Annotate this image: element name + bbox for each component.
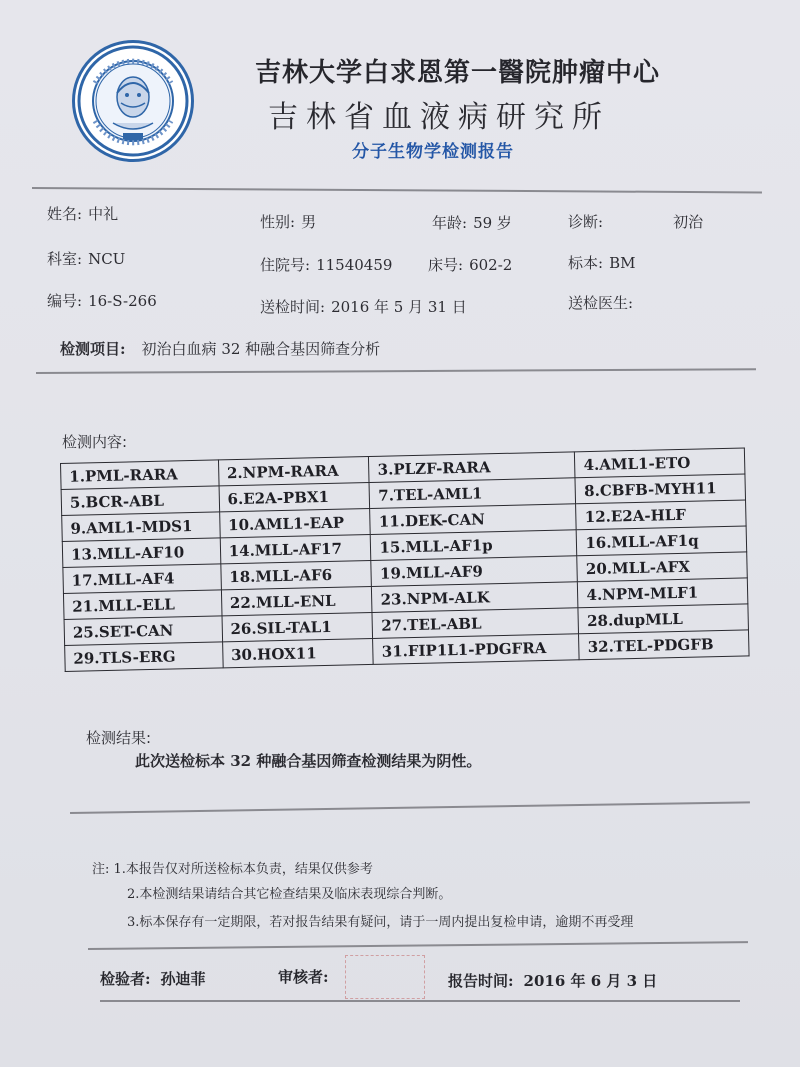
note-line-3: 3.标本保存有一定期限，若对报告结果有疑问，请于一周内提出复检申请，逾期不再受理 — [127, 915, 634, 930]
gene-cell: 18.MLL-AF6 — [221, 560, 372, 589]
gene-cell: 19.MLL-AF9 — [371, 556, 577, 587]
report-title: 分子生物学检测报告 — [352, 142, 514, 162]
sending-doctor-field — [568, 292, 639, 313]
diagnosis-field — [568, 211, 703, 232]
footer-divider — [100, 1000, 740, 1002]
test-result-text: 此次送检标本 32 种融合基因筛查检测结果为阴性。 — [135, 752, 482, 770]
header-divider — [32, 187, 762, 193]
bed-number-label: 床号: — [428, 256, 464, 274]
reviewer-field — [278, 966, 329, 987]
gene-cell: 30.HOX11 — [222, 638, 373, 667]
department-label: 科室: — [47, 250, 83, 268]
gene-cell: 31.FIP1L1-PDGFRA — [373, 634, 579, 665]
note-line-2: 2.本检测结果请结合其它检查结果及临床表现综合判断。 — [127, 887, 452, 902]
gene-cell: 25.SET-CAN — [64, 616, 222, 646]
inpatient-number-field — [260, 254, 392, 275]
gene-cell: 4.NPM-MLF1 — [578, 578, 748, 608]
patient-info-divider — [36, 368, 756, 374]
gene-cell: 9.AML1-MDS1 — [62, 512, 220, 542]
name-label: 姓名: — [47, 205, 83, 223]
gene-cell: 4.AML1-ETO — [575, 448, 745, 478]
test-result-title: 检测结果: — [86, 729, 152, 747]
gene-cell: 14.MLL-AF17 — [220, 534, 371, 563]
sent-date-value: 2016 年 5 月 31 日 — [331, 298, 467, 316]
gene-cell: 32.TEL-PDGFB — [579, 630, 749, 660]
report-date-value: 2016 年 6 月 3 日 — [523, 972, 658, 990]
report-date-field — [448, 970, 657, 991]
report-date-label: 报告时间: — [448, 972, 514, 990]
test-project-value: 初治白血病 32 种融合基因筛查分析 — [141, 340, 381, 358]
sex-label: 性别: — [260, 213, 296, 231]
tester-label: 检验者: — [100, 970, 151, 988]
tester-value: 孙迪菲 — [160, 970, 206, 988]
name-value: 中礼 — [88, 205, 119, 223]
gene-cell: 10.AML1-EAP — [219, 508, 370, 537]
specimen-field — [568, 252, 635, 273]
gene-cell: 12.E2A-HLF — [576, 500, 746, 530]
inpatient-number-label: 住院号: — [260, 256, 311, 274]
report-id-field — [47, 290, 157, 311]
gene-cell: 6.E2A-PBX1 — [219, 482, 370, 511]
report-id-label: 编号: — [47, 292, 83, 310]
gene-cell: 5.BCR-ABL — [61, 486, 219, 516]
hospital-logo-seal — [72, 40, 194, 162]
fusion-gene-table — [60, 447, 750, 671]
test-project-field — [60, 338, 380, 359]
test-content-title: 检测内容: — [62, 433, 128, 451]
sex-field — [260, 211, 316, 232]
diagnosis-label: 诊断: — [568, 213, 604, 231]
gene-cell: 15.MLL-AF1p — [371, 530, 577, 561]
department-field — [47, 248, 125, 269]
sent-date-field — [260, 296, 467, 317]
specimen-label: 标本: — [568, 254, 604, 272]
tester-field — [100, 968, 206, 989]
specimen-value: BM — [609, 254, 636, 272]
gene-cell: 27.TEL-ABL — [372, 608, 578, 639]
bed-number-value: 602-2 — [469, 256, 513, 274]
reviewer-label: 审核者: — [278, 968, 329, 986]
report-id-value: 16-S-266 — [88, 292, 157, 310]
gene-cell: 13.MLL-AF10 — [62, 538, 220, 568]
notes-divider — [88, 941, 748, 950]
gene-cell: 1.PML-RARA — [61, 460, 219, 490]
age-value: 59 岁 — [473, 214, 512, 232]
gene-cell: 23.NPM-ALK — [372, 582, 578, 613]
hospital-name: 吉林大学白求恩第一醫院肿瘤中心 — [255, 58, 661, 88]
gene-cell: 11.DEK-CAN — [370, 504, 576, 535]
test-project-label: 检测项目: — [60, 340, 126, 358]
inpatient-number-value: 11540459 — [316, 256, 393, 274]
institute-name: 吉林省血液病研究所 — [268, 100, 610, 135]
age-label: 年龄: — [432, 214, 468, 232]
sex-value: 男 — [301, 213, 317, 231]
result-divider — [70, 801, 750, 814]
note-line-1: 注: 1.本报告仅对所送检标本负责，结果仅供参考 — [92, 862, 373, 877]
sending-doctor-label: 送检医生: — [568, 294, 634, 312]
bed-number-field — [428, 254, 512, 275]
gene-cell: 3.PLZF-RARA — [369, 452, 575, 483]
reviewer-stamp — [345, 955, 425, 999]
gene-cell: 2.NPM-RARA — [218, 456, 369, 485]
name-field — [47, 203, 118, 224]
department-value: NCU — [88, 250, 126, 268]
gene-cell: 20.MLL-AFX — [577, 552, 747, 582]
age-field — [432, 212, 512, 233]
gene-cell: 26.SIL-TAL1 — [222, 612, 373, 641]
gene-cell: 21.MLL-ELL — [63, 590, 221, 620]
diagnosis-value: 初治 — [673, 213, 704, 231]
gene-cell: 28.dupMLL — [578, 604, 748, 634]
gene-cell: 29.TLS-ERG — [65, 642, 223, 672]
gene-cell: 16.MLL-AF1q — [577, 526, 747, 556]
gene-cell: 8.CBFB-MYH11 — [575, 474, 745, 504]
gene-cell: 22.MLL-ENL — [221, 586, 372, 615]
sent-date-label: 送检时间: — [260, 298, 326, 316]
gene-cell: 7.TEL-AML1 — [369, 478, 575, 509]
gene-cell: 17.MLL-AF4 — [63, 564, 221, 594]
